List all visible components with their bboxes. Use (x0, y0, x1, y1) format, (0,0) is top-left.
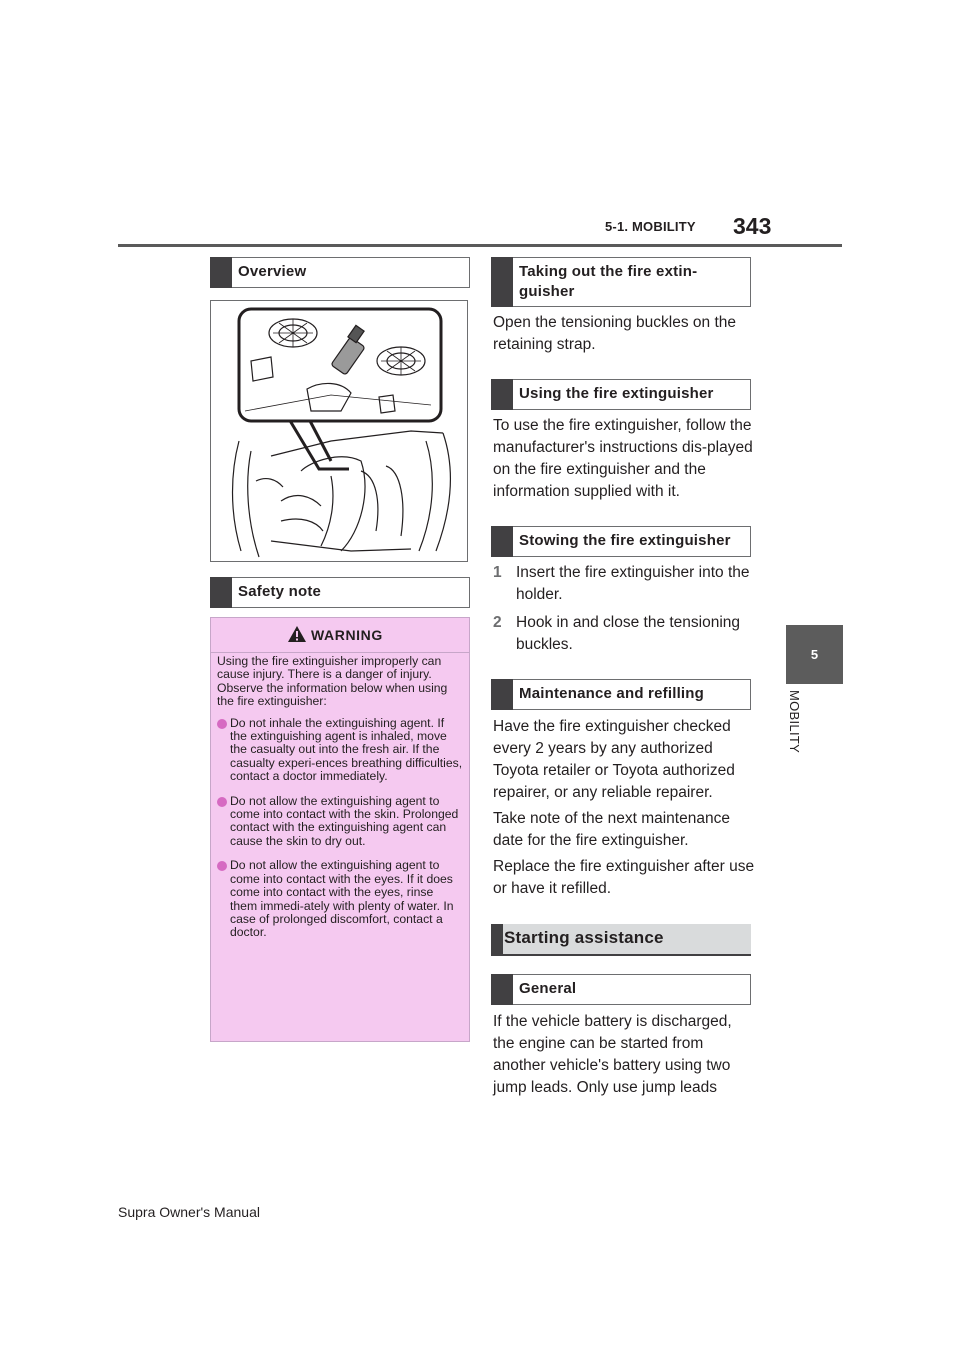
warning-bullet (217, 717, 463, 784)
overview-heading (210, 257, 470, 288)
heading-bar (491, 679, 513, 710)
stowing-step (493, 612, 755, 656)
heading-bar (491, 526, 513, 557)
general-heading (491, 974, 751, 1005)
general-heading-text: General (519, 980, 577, 997)
stowing-heading (491, 526, 751, 557)
warning-bullet (217, 795, 463, 849)
chapter-side-title (788, 690, 802, 780)
starting-assistance-heading-text: Starting assistance (504, 928, 664, 947)
page-number: 343 (733, 213, 772, 239)
car-interior-drawing (211, 301, 467, 561)
paragraph: Open the tensioning buckles on the retaining strap. (493, 314, 737, 353)
taking-out-text (493, 312, 755, 356)
safety-note-heading-text: Safety note (238, 583, 322, 600)
heading-bar (210, 257, 232, 288)
warning-body (217, 655, 463, 951)
paragraph: Take note of the next maintenance date for the fire extinguisher. (493, 810, 730, 849)
heading-bar (491, 257, 513, 307)
chapter-title-text: MOBILITY (787, 690, 802, 754)
heading-bar (491, 924, 503, 956)
warning-bullet-text: Do not allow the extinguishing agent to come into contact with the skin. Prolonged contact with the extinguishing agent can cause the skin to dry out. (230, 793, 459, 848)
step-text: Hook in and close the tensioning buckles. (516, 614, 741, 653)
heading-bar (491, 974, 513, 1005)
using-heading-text: Using the fire extinguisher (519, 385, 714, 402)
taking-out-heading (491, 257, 751, 307)
paragraph: To use the fire extinguisher, follow the manufacturer's instructions dis-played on the fire extinguisher and the information supplied with it. (493, 417, 753, 500)
maintenance-heading-text: Maintenance and refilling (519, 685, 705, 702)
general-text (493, 1011, 755, 1099)
bullet-dot (217, 797, 227, 807)
paragraph: Have the fire extinguisher checked every 2 years by any authorized Toyota retailer or Toyota authorized repairer, or any reliable repairer. (493, 718, 735, 801)
maintenance-heading (491, 679, 751, 710)
using-text (493, 415, 755, 503)
footer-manual-title: Supra Owner's Manual (118, 1204, 260, 1220)
warning-intro: Using the fire extinguisher improperly can cause injury. There is a danger of injury. Observe the information below when using the fire extinguisher: (217, 654, 448, 709)
fire-extinguisher-illustration (210, 300, 468, 562)
section-label: 5-1. MOBILITY (605, 219, 696, 234)
step-number: 1 (493, 564, 502, 581)
stowing-heading-text: Stowing the fire extinguisher (519, 532, 731, 549)
paragraph: Replace the fire extinguisher after use or have it refilled. (493, 858, 755, 897)
warning-bullet-text: Do not allow the extinguishing agent to come into contact with the eyes. If it does come into contact with the eyes, rinse them immedi-ately with plenty of water. In case of prolonged discomfort, contact a doctor. (230, 858, 454, 940)
taking-out-heading-text: Taking out the fire extin-guisher (519, 263, 698, 300)
heading-bar (491, 379, 513, 410)
warning-triangle-icon (287, 625, 307, 643)
step-text: Insert the fire extinguisher into the holder. (516, 564, 750, 603)
paragraph: If the vehicle battery is discharged, the engine can be started from another vehicle's battery using two jump leads. Only use jump leads (493, 1013, 732, 1096)
stowing-step (493, 562, 755, 606)
heading-bar (210, 577, 232, 608)
starting-assistance-heading (491, 924, 751, 956)
warning-title: WARNING (311, 627, 383, 643)
maintenance-text (493, 716, 755, 900)
bullet-dot (217, 719, 227, 729)
header-rule (118, 244, 842, 247)
bullet-dot (217, 861, 227, 871)
step-number: 2 (493, 614, 502, 631)
warning-box (210, 617, 470, 1042)
chapter-tab: 5 (786, 625, 843, 684)
warning-header (211, 618, 469, 653)
using-heading (491, 379, 751, 410)
warning-bullet-text: Do not inhale the extinguishing agent. If the extinguishing agent is inhaled, move the casualty out into the fresh air. If the casualty experi-ences breathing difficulties, contact a doctor immediately. (230, 715, 463, 784)
warning-bullet (217, 859, 463, 939)
overview-heading-text: Overview (238, 263, 307, 280)
safety-note-heading (210, 577, 470, 608)
